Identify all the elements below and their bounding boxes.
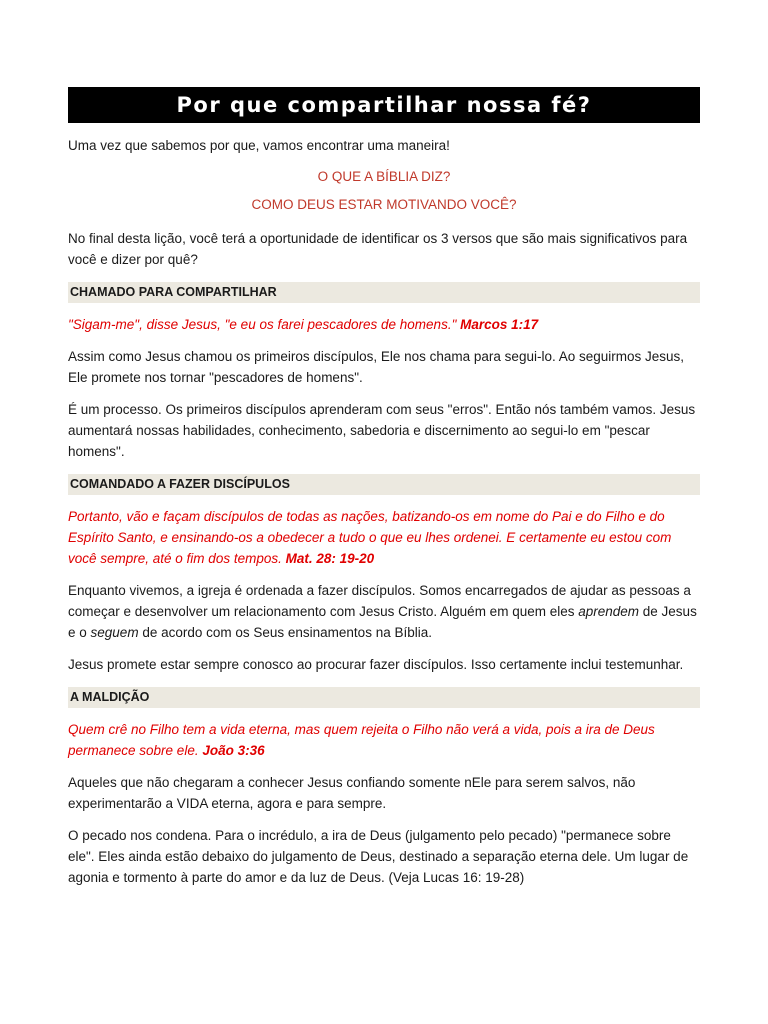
intro-text: Uma vez que sabemos por que, vamos encontrar uma maneira! xyxy=(68,138,450,153)
section-heading-call-to-share: CHAMADO PARA COMPARTILHAR xyxy=(68,282,700,303)
body-paragraph: Aqueles que não chegaram a conhecer Jesus confiando somente nEle para serem salvos, não experimentarão a VIDA eterna, agora e para sempre. xyxy=(68,775,636,811)
subtitle-bible-says: O QUE A BÍBLIA DIZ? xyxy=(317,169,451,184)
emphasis-aprendem: aprendem xyxy=(578,604,640,619)
lesson-paragraph: No final desta lição, você terá a oportunidade de identificar os 3 versos que são mais significativos para você e dizer por quê? xyxy=(68,231,688,267)
section-heading-make-disciples: COMANDADO A FAZER DISCÍPULOS xyxy=(68,474,700,495)
verse-reference: Mat. 28: 19-20 xyxy=(285,551,375,566)
emphasis-seguem: seguem xyxy=(90,625,139,640)
verse-joao xyxy=(68,719,700,761)
verse-mateus xyxy=(68,506,700,569)
document-page xyxy=(68,87,700,888)
body-paragraph: Assim como Jesus chamou os primeiros discípulos, Ele nos chama para segui-lo. Ao seguirmos Jesus, Ele promete nos tornar "pescadores de homens". xyxy=(68,349,685,385)
body-paragraph xyxy=(68,580,700,643)
body-paragraph: O pecado nos condena. Para o incrédulo, a ira de Deus (julgamento pelo pecado) "permanece sobre ele". Eles ainda estão debaixo do julgamento de Deus, destinado a separação eterna dele. Um lugar de agonia e tormento à parte do amor e da luz de Deus. (Veja Lucas 16: 19-28) xyxy=(68,828,689,885)
verse-text: Quem crê no Filho tem a vida eterna, mas quem rejeita o Filho não verá a vida, pois a ira de Deus permanece sobre ele. xyxy=(68,722,655,758)
verse-reference: João 3:36 xyxy=(202,743,265,758)
verse-reference: Marcos 1:17 xyxy=(460,317,539,332)
text-run: de Jesus e o xyxy=(68,604,697,640)
verse-text: Portanto, vão e façam discípulos de todas as nações, batizando-os em nome do Pai e do Filho e do Espírito Santo, e ensinando-os a obedecer a tudo o que eu lhes ordenei. E certamente eu estou com você sempre, até o fim dos tempos. xyxy=(68,509,672,566)
page-title: Por que compartilhar nossa fé? xyxy=(68,87,700,123)
body-paragraph: É um processo. Os primeiros discípulos aprenderam com seus "erros". Então nós também vamos. Jesus aumentará nossas habilidades, conhecimento, sabedoria e discernimento ao segui-lo em "pescar homens". xyxy=(68,402,696,459)
section-heading-curse: A MALDIÇÃO xyxy=(68,687,700,708)
body-paragraph: Jesus promete estar sempre conosco ao procurar fazer discípulos. Isso certamente inclui testemunhar. xyxy=(68,657,684,672)
subtitle-god-motivating: COMO DEUS ESTAR MOTIVANDO VOCÊ? xyxy=(251,197,517,212)
verse-text: "Sigam-me", disse Jesus, "e eu os farei pescadores de homens." xyxy=(68,317,457,332)
text-run: Enquanto vivemos, a igreja é ordenada a fazer discípulos. Somos encarregados de ajudar as pessoas a começar e desenvolver um relacionamento com Jesus Cristo. Alguém em quem eles xyxy=(68,583,691,619)
verse-marcos xyxy=(68,314,700,335)
text-run: de acordo com os Seus ensinamentos na Bíblia. xyxy=(138,625,432,640)
